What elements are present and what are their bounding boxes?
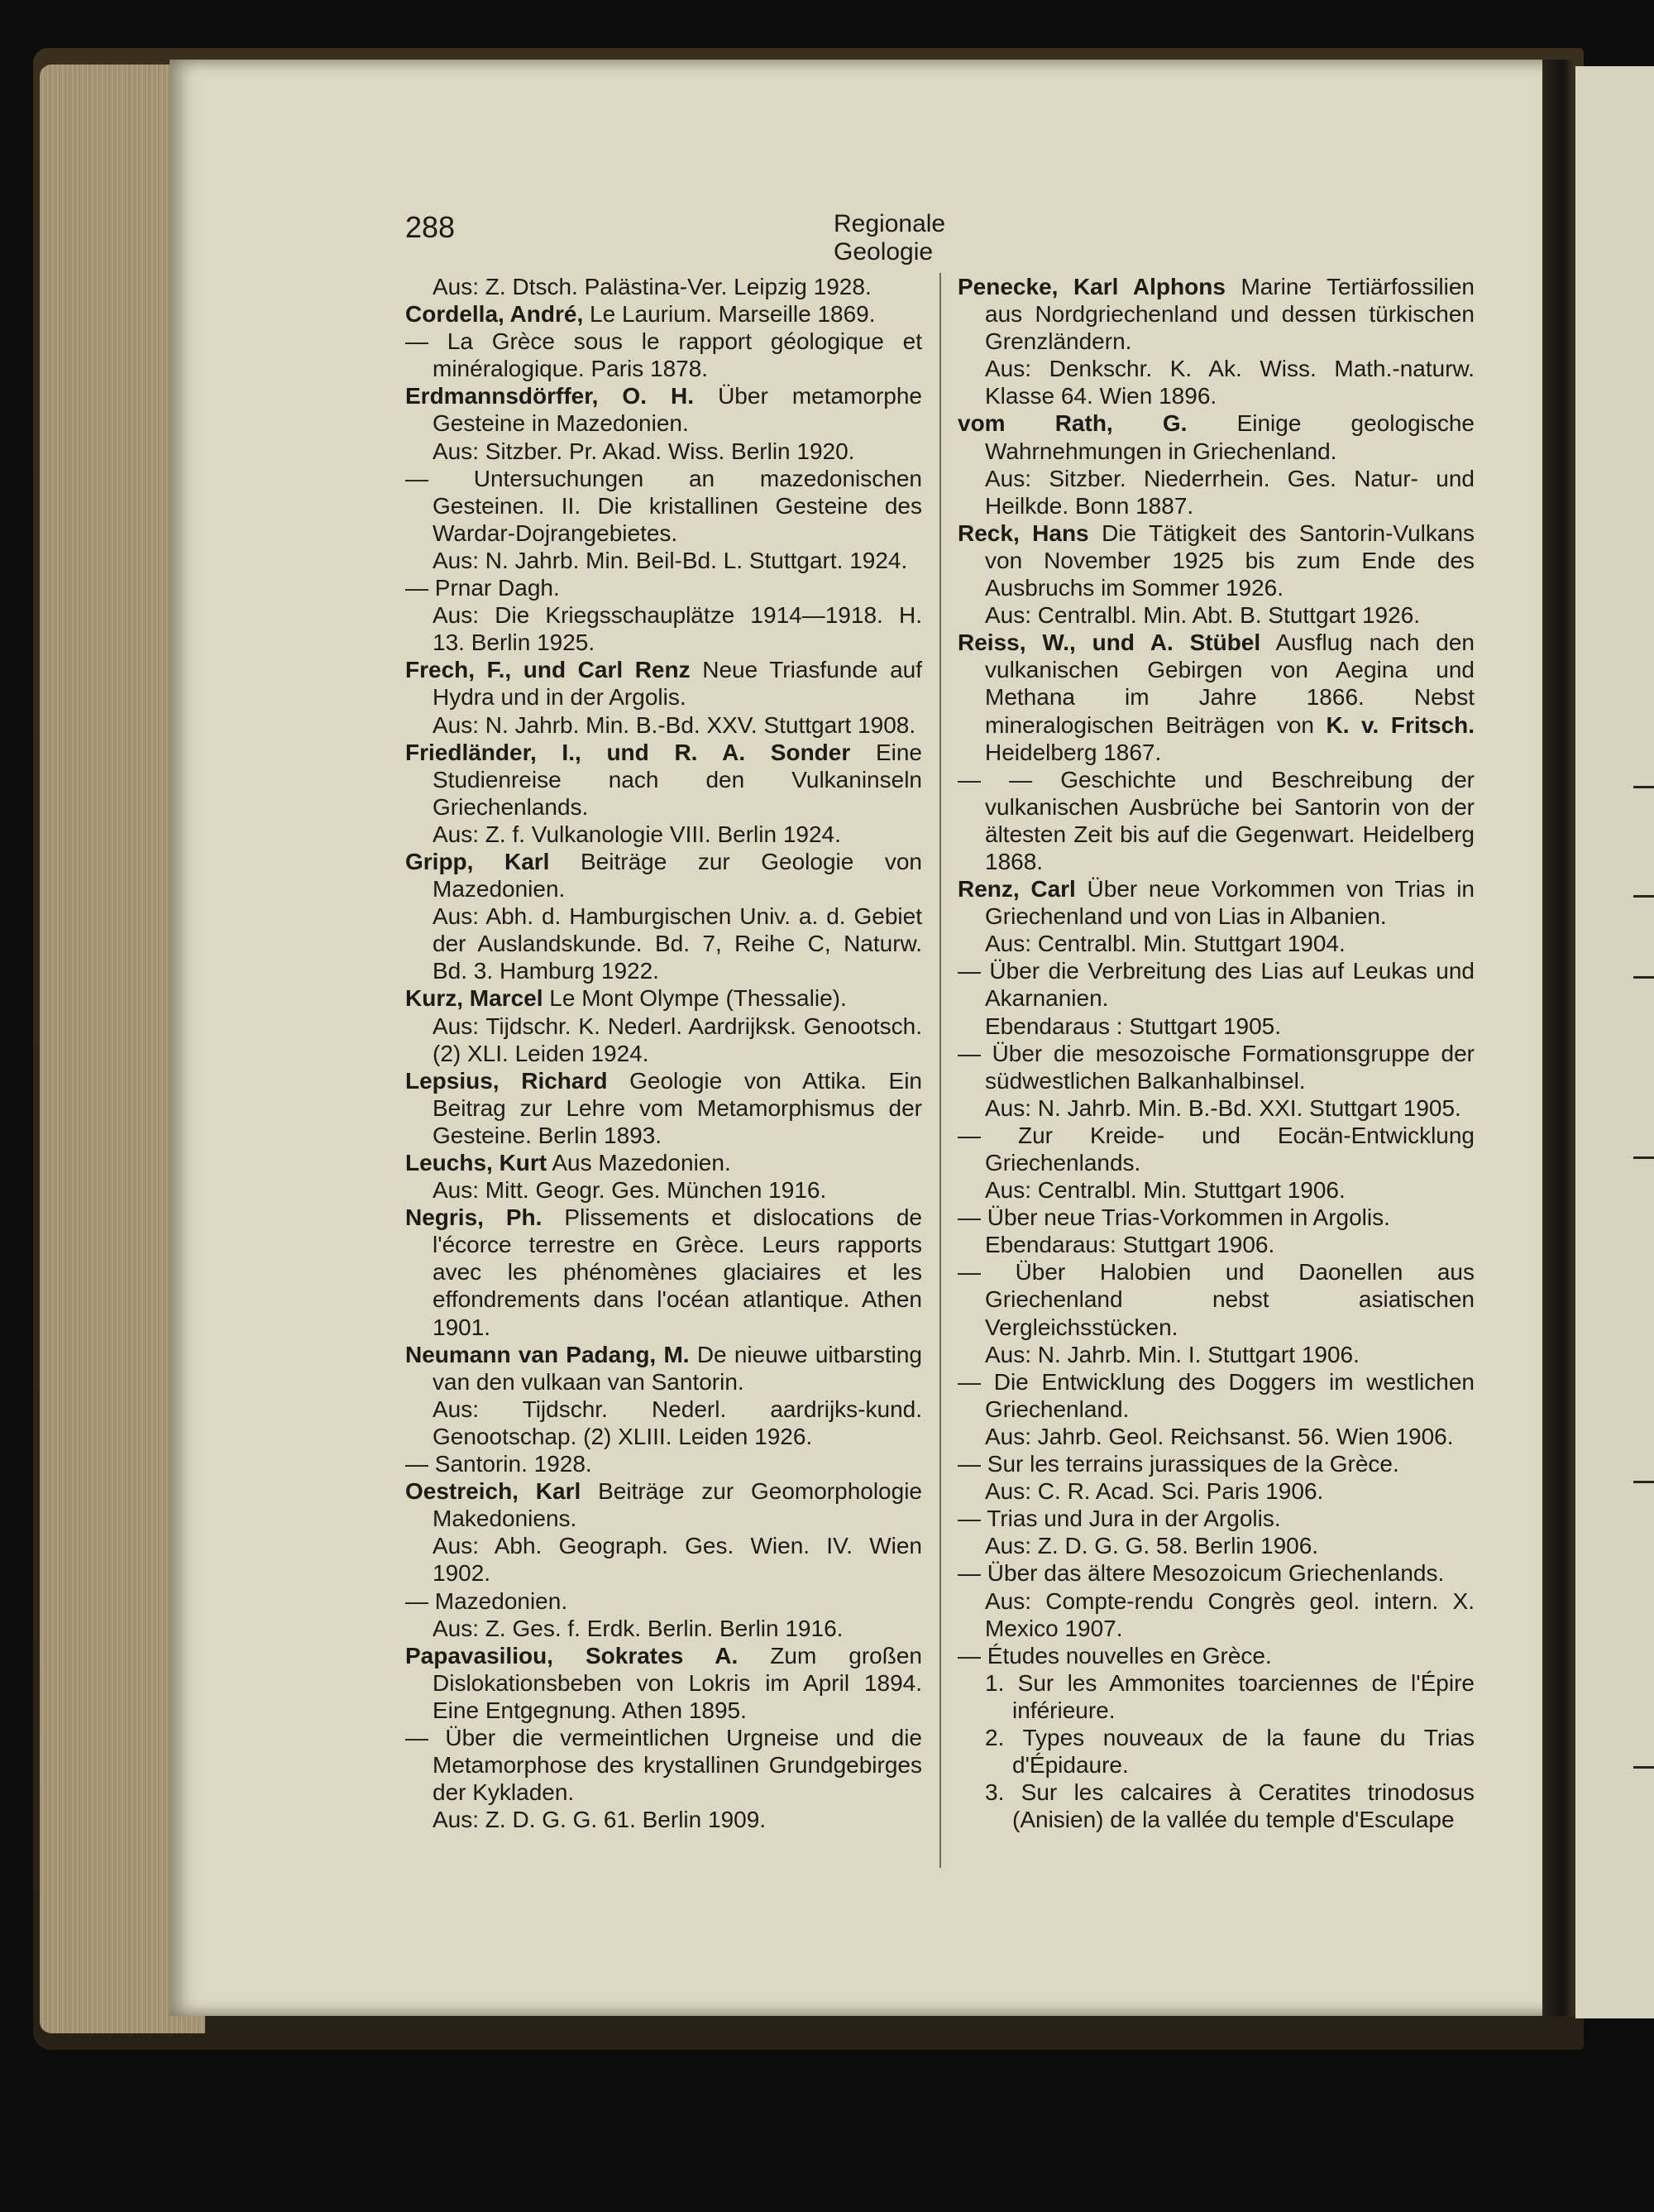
bibliography-entry: [405, 1450, 922, 1477]
entry-text: — Über Halobien und Daonellen aus Griechenland nebst asiatischen Vergleichsstücken.: [958, 1259, 1475, 1340]
entry-author: Cordella, André,: [405, 301, 584, 328]
entry-reference: K. v. Fritsch.: [1326, 711, 1475, 738]
entry-text: Aus: C. R. Acad. Sci. Paris 1906.: [985, 1478, 1324, 1505]
entry-text: Aus: N. Jahrb. Min. I. Stuttgart 1906.: [985, 1341, 1360, 1367]
citation-source: [958, 601, 1475, 629]
entry-author: Reiss, W., und A. Stübel: [958, 630, 1261, 656]
entry-text: Plissements et dislocations de l'écorce terrestre en Grèce. Leurs rapports avec les phénomènes glaciaires et les effondrements dans l'océan atlantique. Athen 1901.: [433, 1204, 923, 1340]
bibliography-entry: [958, 1040, 1475, 1094]
entry-author: Renz, Carl: [958, 876, 1076, 903]
bibliography-entry: [958, 1368, 1475, 1423]
entry-text: — Über die mesozoische Formationsgruppe der südwestlichen Balkanhalbinsel.: [958, 1040, 1475, 1094]
entry-author: Papavasiliou, Sokrates A.: [405, 1642, 739, 1669]
bibliography-entry: [958, 1258, 1475, 1340]
citation-source: [958, 1423, 1475, 1450]
citation-source: [405, 1396, 922, 1450]
bibliography-entry: [958, 1559, 1475, 1587]
entry-text: Neue Triasfunde auf Hydra und in der Argolis.: [433, 657, 922, 711]
bibliography-entry: [958, 1505, 1475, 1532]
entry-text: Aus: N. Jahrb. Min. B.-Bd. XXV. Stuttgart 1908.: [433, 711, 916, 738]
citation-source: [958, 1231, 1475, 1258]
right-column: [958, 273, 1475, 1833]
citation-source: [958, 1477, 1475, 1505]
bibliography-entry: [958, 957, 1475, 1012]
citation-source: [405, 438, 922, 465]
bibliography-entry: [405, 382, 922, 437]
facing-page-edge: [1575, 66, 1654, 2018]
citation-source: [958, 1779, 1475, 1833]
entry-text: — Zur Kreide- und Eocän-Entwicklung Griechenlands.: [958, 1122, 1475, 1175]
entry-text: Über neue Vorkommen von Trias in Griechenland und von Lias in Albanien.: [985, 876, 1475, 930]
citation-source: [958, 1669, 1475, 1724]
left-column: [405, 273, 922, 1833]
running-title: Regionale Geologie: [834, 210, 946, 266]
facing-page-mark: [1633, 976, 1654, 979]
entry-text: — Mazedonien.: [405, 1587, 568, 1614]
entry-text: Aus: Z. Dtsch. Palästina-Ver. Leipzig 1928.: [433, 274, 872, 299]
entry-text: Aus: N. Jahrb. Min. B.-Bd. XXI. Stuttgart 1905.: [985, 1094, 1461, 1121]
entry-text: Eine Studienreise nach den Vulkaninseln Griechenlands.: [433, 739, 922, 820]
bibliography-entry: [958, 629, 1475, 765]
entry-text: Aus: Jahrb. Geol. Reichsanst. 56. Wien 1906.: [985, 1423, 1454, 1449]
citation-source: [958, 1176, 1475, 1204]
page-number: 288: [405, 210, 456, 244]
citation-source: [405, 1176, 922, 1204]
bibliography-entry: [405, 984, 922, 1012]
citation-source: [405, 1806, 922, 1833]
entry-text: — La Grèce sous le rapport géologique et minéralogique. Paris 1878.: [405, 328, 922, 382]
entry-author: Kurz, Marcel: [405, 985, 543, 1012]
entry-author: Reck, Hans: [958, 519, 1089, 546]
entry-text: Aus: Z. Ges. f. Erdk. Berlin. Berlin 1916.: [433, 1615, 844, 1641]
citation-source: [958, 1532, 1475, 1559]
citation-source: [958, 1341, 1475, 1368]
bibliography-entry: [405, 1724, 922, 1806]
entry-text: Marine Tertiärfossilien aus Nordgriechenland und dessen türkischen Grenzländern.: [985, 274, 1475, 355]
entry-text: Zum großen Dislokationsbeben von Lokris im April 1894. Eine Entgegnung. Athen 1895.: [433, 1642, 922, 1723]
bibliography-entry: [958, 766, 1475, 875]
citation-source: [958, 355, 1475, 409]
citation-source: [958, 1094, 1475, 1122]
bibliography-entry: [958, 273, 1475, 355]
bibliography-entry: [405, 656, 922, 711]
entry-text: Einige geologische Wahrnehmungen in Griechenland.: [985, 410, 1475, 464]
entry-author: Erdmannsdörffer, O. H.: [405, 383, 695, 409]
column-divider: [939, 273, 941, 1868]
entry-text: Aus: Sitzber. Pr. Akad. Wiss. Berlin 1920.: [433, 438, 855, 464]
bibliography-entry: [405, 574, 922, 601]
entry-text: — Prnar Dagh.: [405, 575, 560, 601]
entry-text: — Trias und Jura in der Argolis.: [958, 1506, 1281, 1532]
entry-text: — Sur les terrains jurassiques de la Grèce.: [958, 1451, 1399, 1477]
entry-text: — Études nouvelles en Grèce.: [958, 1642, 1272, 1669]
citation-source: [405, 1532, 922, 1587]
entry-author: Neumann van Padang, M.: [405, 1341, 690, 1367]
entry-text: Beiträge zur Geomorphologie Makedoniens.: [433, 1478, 922, 1532]
bibliography-entry: [405, 1149, 922, 1176]
entry-text: — Santorin. 1928.: [405, 1451, 592, 1477]
bibliography-entry: [405, 300, 922, 328]
entry-text: De nieuwe uitbarsting van den vulkaan van Santorin.: [433, 1341, 923, 1395]
citation-source: [405, 601, 922, 656]
citation-source: [958, 930, 1475, 957]
entry-text: Aus: Mitt. Geogr. Ges. München 1916.: [433, 1177, 827, 1204]
citation-source: [958, 1724, 1475, 1779]
entry-author: Oestreich, Karl: [405, 1478, 581, 1505]
entry-text: Aus: Compte-rendu Congrès geol. intern. X. Mexico 1907.: [985, 1587, 1475, 1641]
entry-text: — Untersuchungen an mazedonischen Gesteinen. II. Die kristallinen Gesteine des Wardar-Dojrangebietes.: [405, 465, 922, 546]
entry-text: Beiträge zur Geologie von Mazedonien.: [433, 848, 923, 903]
bibliography-entry: [958, 409, 1475, 464]
entry-text: Aus: Z. D. G. G. 58. Berlin 1906.: [985, 1533, 1319, 1559]
citation-source: [405, 1013, 922, 1067]
entry-text: — Über das ältere Mesozoicum Griechenlands.: [958, 1560, 1445, 1587]
entry-text: 2. Types nouveaux de la faune du Trias d'Épidaure.: [985, 1724, 1475, 1779]
entry-text: — Die Entwicklung des Doggers im westlichen Griechenland.: [958, 1368, 1475, 1422]
entry-text: 1. Sur les Ammonites toarciennes de l'Épire inférieure.: [985, 1669, 1475, 1723]
citation-source: [405, 1615, 922, 1642]
entry-text: Aus: Sitzber. Niederrhein. Ges. Natur- und Heilkde. Bonn 1887.: [985, 465, 1475, 519]
entry-text: Aus: Z. f. Vulkanologie VIII. Berlin 1924.: [433, 821, 841, 847]
citation-source: [958, 1587, 1475, 1642]
entry-text: Geologie von Attika. Ein Beitrag zur Lehre vom Metamorphismus der Gesteine. Berlin 1893.: [433, 1067, 922, 1148]
facing-page-mark: [1633, 895, 1654, 898]
facing-page-mark: [1633, 1156, 1654, 1159]
entry-text: Aus: Tijdschr. Nederl. aardrijks-kund. Genootschap. (2) XLIII. Leiden 1926.: [433, 1396, 922, 1449]
entry-text: Le Laurium. Marseille 1869.: [590, 301, 876, 328]
entry-text: Aus: Centralbl. Min. Abt. B. Stuttgart 1926.: [985, 602, 1421, 629]
entry-text: Über metamorphe Gesteine in Mazedonien.: [433, 383, 922, 437]
citation-source: [958, 1013, 1475, 1040]
bibliography-entry: [405, 1204, 922, 1340]
entry-text: Aus: Centralbl. Min. Stuttgart 1906.: [985, 1177, 1346, 1204]
entry-text: Ebendaraus: Stuttgart 1906.: [985, 1232, 1275, 1258]
facing-page-mark: [1633, 786, 1654, 788]
entry-text: Ebendaraus : Stuttgart 1905.: [985, 1013, 1282, 1039]
entry-text: Aus: Tijdschr. K. Nederl. Aardrijksk. Genootsch. (2) XLI. Leiden 1924.: [433, 1013, 922, 1066]
bibliography-entry: [405, 1587, 922, 1615]
entry-author: vom Rath, G.: [958, 410, 1188, 437]
entry-author: Frech, F., und Carl Renz: [405, 657, 691, 683]
bibliography-entry: [405, 1067, 922, 1149]
entry-text: — Über die vermeintlichen Urgneise und die Metamorphose des krystallinen Grundgebirges der Kykladen.: [405, 1724, 922, 1806]
bibliography-entry: [958, 875, 1475, 930]
bibliography-entry: [405, 1341, 922, 1396]
entry-text: Aus: Centralbl. Min. Stuttgart 1904.: [985, 931, 1346, 957]
entry-author: Leuchs, Kurt: [405, 1150, 547, 1175]
entry-text: Die Tätigkeit des Santorin-Vulkans von November 1925 bis zum Ende des Ausbruchs im Sommer 1926.: [985, 519, 1475, 601]
citation-source: [405, 547, 922, 574]
bibliography-entry: [405, 328, 922, 382]
bibliography-entry: [958, 1204, 1475, 1231]
entry-text: Ausflug nach den vulkanischen Gebirgen von Aegina und Methana im Jahre 1866. Nebst mineralogischen Beiträgen von: [985, 630, 1475, 738]
entry-tail: Heidelberg 1867.: [985, 739, 1162, 765]
entry-text: — — Geschichte und Beschreibung der vulkanischen Ausbrüche bei Santorin von der ältesten Zeit bis auf die Gegenwart. Heidelberg 1868.: [958, 766, 1475, 874]
bibliography-entry: [958, 1122, 1475, 1176]
citation-source: [405, 711, 922, 739]
entry-text: Aus Mazedonien.: [552, 1150, 731, 1175]
facing-page-mark: [1633, 1481, 1654, 1483]
entry-author: Lepsius, Richard: [405, 1067, 608, 1094]
bibliography-entry: [958, 519, 1475, 601]
entry-text: — Über die Verbreitung des Lias auf Leukas und Akarnanien.: [958, 958, 1475, 1012]
entry-text: Aus: N. Jahrb. Min. Beil-Bd. L. Stuttgart. 1924.: [433, 547, 908, 573]
entry-text: 3. Sur les calcaires à Ceratites trinodosus (Anisien) de la vallée du temple d'Esculape: [985, 1779, 1475, 1833]
bibliography-entry: [405, 1642, 922, 1724]
entry-text: Le Mont Olympe (Thessalie).: [549, 985, 847, 1012]
bibliography-entry: [958, 1450, 1475, 1477]
entry-author: Penecke, Karl Alphons: [958, 274, 1226, 299]
entry-text: Aus: Abh. d. Hamburgischen Univ. a. d. Gebiet der Auslandskunde. Bd. 7, Reihe C, Naturw. Bd. 3. Hamburg 1922.: [433, 903, 922, 984]
entry-text: — Über neue Trias-Vorkommen in Argolis.: [958, 1204, 1390, 1231]
entry-text: Aus: Z. D. G. G. 61. Berlin 1909.: [433, 1807, 767, 1833]
bibliography-entry: [405, 1477, 922, 1532]
entry-text: Aus: Die Kriegsschauplätze 1914—1918. H. 13. Berlin 1925.: [433, 602, 922, 656]
citation-source: [405, 273, 922, 300]
citation-source: [405, 821, 922, 848]
entry-author: Negris, Ph.: [405, 1204, 543, 1231]
citation-source: [958, 465, 1475, 519]
entry-text: Aus: Denkschr. K. Ak. Wiss. Math.-naturw. Klasse 64. Wien 1896.: [985, 356, 1475, 409]
entry-author: Gripp, Karl: [405, 848, 550, 874]
citation-source: [405, 903, 922, 984]
page-header: [405, 210, 1042, 266]
facing-page-mark: [1633, 1766, 1654, 1769]
bibliography-entry: [958, 1642, 1475, 1669]
entry-author: Friedländer, I., und R. A. Sonder: [405, 739, 851, 765]
book-gutter: [1542, 60, 1575, 2016]
entry-text: Aus: Abh. Geograph. Ges. Wien. IV. Wien 1902.: [433, 1533, 922, 1587]
bibliography-entry: [405, 465, 922, 547]
bibliography-entry: [405, 848, 922, 903]
bibliography-entry: [405, 739, 922, 821]
